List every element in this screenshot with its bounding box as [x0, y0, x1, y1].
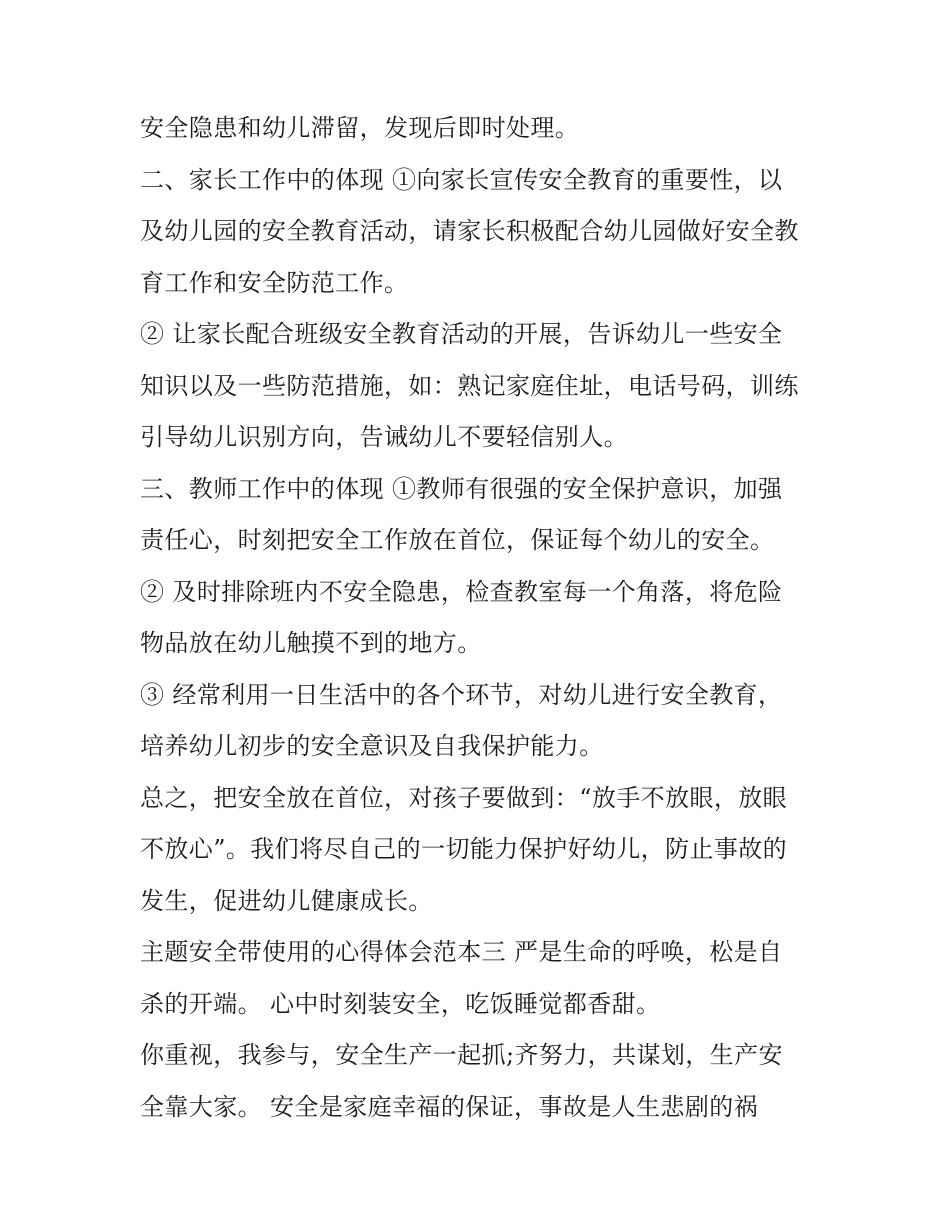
text-line: 引导幼儿识别方向，告诫幼儿不要轻信别人。: [140, 423, 628, 451]
text-line: 二、家长工作中的体现 ①向家长宣传安全教育的重要性，以: [140, 165, 783, 194]
text-line: 培养幼儿初步的安全意识及自我保护能力。: [140, 732, 604, 760]
document-text: [140, 103, 830, 1133]
text-line: 主题安全带使用的心得体会范本三 严是生命的呼唤，松是自: [140, 938, 783, 966]
text-line: 安全隐患和幼儿滞留，发现后即时处理。: [140, 114, 580, 142]
text-line: ③ 经常利用一日生活中的各个环节，对幼儿进行安全教育，: [140, 680, 783, 709]
text-line: ② 及时排除班内不安全隐患，检查教室每一个角落，将危险: [140, 577, 783, 606]
text-line: 责任心，时刻把安全工作放在首位，保证每个幼儿的安全。: [140, 526, 775, 554]
text-line: 知识以及一些防范措施，如：熟记家庭住址，电话号码，训练: [140, 371, 799, 400]
text-line: 物品放在幼儿触摸不到的地方。: [140, 629, 482, 657]
text-line: 发生，促进幼儿健康成长。: [140, 886, 433, 915]
text-line: 育工作和安全防范工作。: [140, 268, 409, 297]
text-line: 不放心”。我们将尽自己的一切能力保护好幼儿，防止事故的: [140, 835, 788, 863]
text-line: 及幼儿园的安全教育活动，请家长积极配合幼儿园做好安全教: [140, 217, 799, 245]
text-line: 总之，把安全放在首位，对孩子要做到：“放手不放眼，放眼: [140, 783, 788, 812]
text-line: 你重视，我参与，安全生产一起抓;齐努力，共谋划，生产安: [140, 1041, 783, 1069]
text-line: 全靠大家。 安全是家庭幸福的保证，事故是人生悲剧的祸: [140, 1092, 759, 1121]
text-line: 三、教师工作中的体现 ①教师有很强的安全保护意识，加强: [140, 474, 783, 503]
text-line: ② 让家长配合班级安全教育活动的开展，告诉幼儿一些安全: [140, 320, 783, 348]
text-line: 杀的开端。 心中时刻装安全，吃饭睡觉都香甜。: [140, 989, 661, 1018]
